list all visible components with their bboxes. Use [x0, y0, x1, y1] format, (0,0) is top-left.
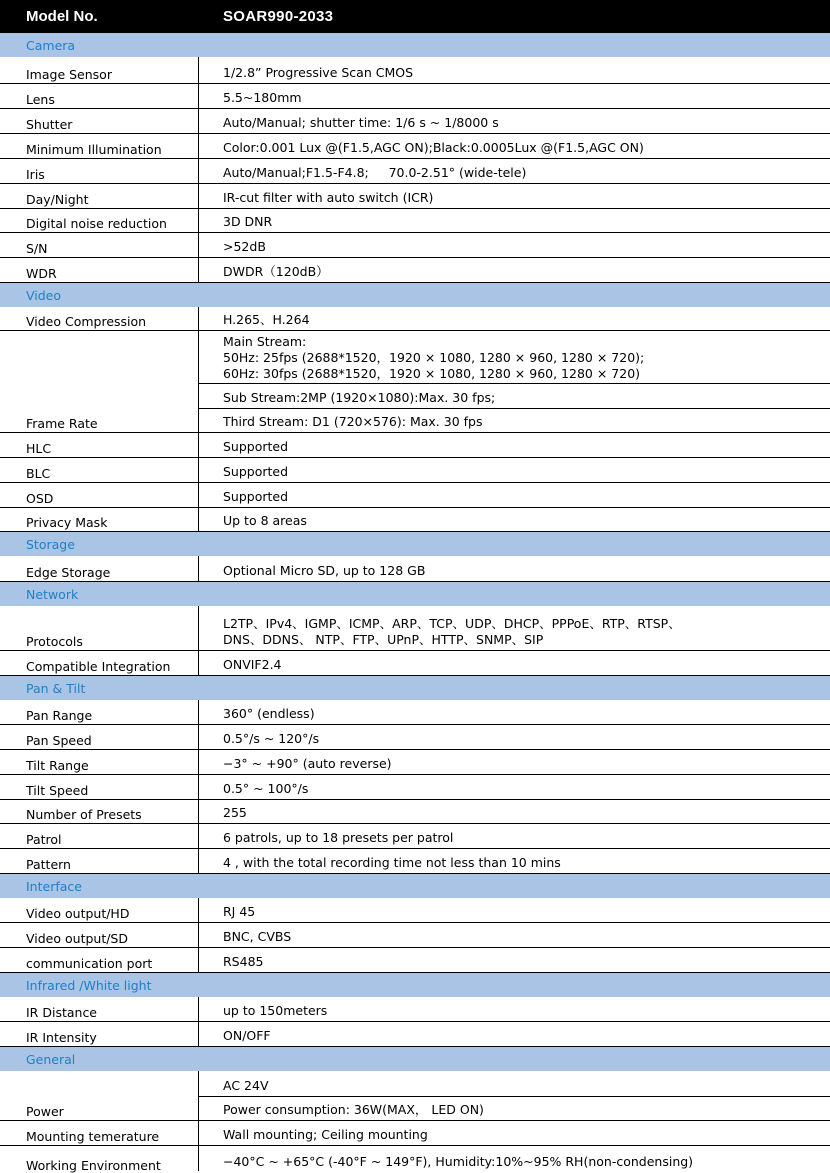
- row-label: Protocols: [26, 634, 83, 649]
- row-label: Video output/SD: [26, 931, 128, 946]
- section-pan-tilt: [0, 676, 830, 700]
- row-value: 3D DNR: [223, 214, 273, 229]
- row-label: Working Environment: [26, 1158, 161, 1173]
- main-stream-line: Main Stream:: [223, 334, 307, 349]
- row-value: Auto/Manual; shutter time: 1/6 s ~ 1/8000 s: [223, 115, 499, 130]
- row-ir-intensity: [0, 1022, 830, 1047]
- row-compatible-integration: [0, 651, 830, 676]
- row-value: up to 150meters: [223, 1003, 328, 1018]
- row-label: Mounting temerature: [26, 1129, 160, 1144]
- row-value: Supported: [223, 439, 289, 454]
- section-interface: [0, 874, 830, 898]
- row-label: OSD: [26, 491, 54, 506]
- row-value: 1/2.8” Progressive Scan CMOS: [223, 65, 414, 80]
- row-shutter: [0, 109, 830, 134]
- row-label: communication port: [26, 956, 153, 971]
- row-pan-range: [0, 700, 830, 725]
- row-video-output-hd: [0, 898, 830, 923]
- section-camera: [0, 33, 830, 57]
- protocols-block: [223, 616, 681, 648]
- row-digital-noise-reduction: [0, 209, 830, 233]
- row-value: Auto/Manual;F1.5-F4.8; 70.0-2.51° (wide-tele): [223, 165, 527, 180]
- row-label: Pattern: [26, 857, 71, 872]
- row-value: −40°C ~ +65°C (-40°F ~ 149°F), Humidity:10%~95% RH(non-condensing): [223, 1154, 694, 1169]
- row-label: Shutter: [26, 117, 73, 132]
- row-label: Day/Night: [26, 192, 89, 207]
- row-tilt-range: [0, 750, 830, 775]
- row-label: S/N: [26, 241, 48, 256]
- row-protocols: [0, 606, 830, 651]
- row-value: ONVIF2.4: [223, 657, 282, 672]
- row-pan-speed: [0, 725, 830, 750]
- section-video: [0, 283, 830, 307]
- row-power: [0, 1071, 830, 1121]
- row-value: DWDR（120dB）: [223, 264, 329, 279]
- row-hlc: [0, 433, 830, 458]
- row-value: IR-cut filter with auto switch (ICR): [223, 190, 434, 205]
- row-value: Optional Micro SD, up to 128 GB: [223, 563, 426, 578]
- row-label: Privacy Mask: [26, 515, 108, 530]
- row-label: Compatible Integration: [26, 659, 171, 674]
- row-mounting: [0, 1121, 830, 1146]
- row-value: 5.5~180mm: [223, 90, 302, 105]
- row-value: >52dB: [223, 239, 266, 254]
- row-value: −3° ~ +90° (auto reverse): [223, 756, 392, 771]
- row-value: Color:0.001 Lux @(F1.5,AGC ON);Black:0.0005Lux @(F1.5,AGC ON): [223, 140, 644, 155]
- row-communication-port: [0, 948, 830, 973]
- row-tilt-speed: [0, 775, 830, 800]
- section-title: Video: [26, 287, 62, 303]
- main-stream-block: [223, 334, 644, 382]
- section-network: [0, 582, 830, 606]
- power-supply-value: AC 24V: [223, 1078, 269, 1093]
- row-value: Supported: [223, 489, 289, 504]
- row-value: ON/OFF: [223, 1028, 271, 1043]
- row-osd: [0, 483, 830, 508]
- row-label: Patrol: [26, 832, 62, 847]
- sub-stream-value: Sub Stream:2MP (1920×1080):Max. 30 fps;: [223, 390, 496, 405]
- third-stream-value: Third Stream: D1 (720×576): Max. 30 fps: [223, 414, 483, 429]
- row-video-compression: [0, 307, 830, 331]
- section-title: Network: [26, 586, 79, 602]
- row-value: 0.5°/s ~ 120°/s: [223, 731, 320, 746]
- row-value: 4 , with the total recording time not less than 10 mins: [223, 855, 561, 870]
- row-pattern: [0, 849, 830, 874]
- row-label: Lens: [26, 92, 55, 107]
- row-value: 360° (endless): [223, 706, 315, 721]
- table-header: [0, 0, 830, 33]
- row-label: Pan Range: [26, 708, 93, 723]
- row-lens: [0, 84, 830, 109]
- model-no-label: Model No.: [26, 8, 98, 25]
- row-edge-storage: [0, 556, 830, 582]
- row-label: Minimum Illumination: [26, 142, 162, 157]
- row-video-output-sd: [0, 923, 830, 948]
- row-value: H.265、H.264: [223, 312, 310, 327]
- row-label: Pan Speed: [26, 733, 92, 748]
- protocols-line: DNS、DDNS、 NTP、FTP、UPnP、HTTP、SNMP、SIP: [223, 632, 544, 647]
- section-general: [0, 1047, 830, 1071]
- row-label: IR Intensity: [26, 1030, 97, 1045]
- section-title: General: [26, 1051, 76, 1067]
- section-title: Camera: [26, 37, 76, 53]
- section-infrared: [0, 973, 830, 997]
- row-label: Digital noise reduction: [26, 216, 167, 231]
- row-minimum-illumination: [0, 134, 830, 159]
- section-title: Pan & Tilt: [26, 680, 86, 696]
- row-value: Wall mounting; Ceiling mounting: [223, 1127, 428, 1142]
- main-stream-line: 60Hz: 30fps (2688*1520，1920 × 1080, 1280 × 960, 1280 × 720): [223, 366, 641, 381]
- model-no-value: SOAR990-2033: [223, 8, 334, 25]
- row-working-environment: [0, 1146, 830, 1171]
- row-image-sensor: [0, 57, 830, 84]
- protocols-line: L2TP、IPv4、IGMP、ICMP、ARP、TCP、UDP、DHCP、PPPoE、RTP、RTSP、: [223, 616, 681, 631]
- row-value: BNC, CVBS: [223, 929, 292, 944]
- main-stream-line: 50Hz: 25fps (2688*1520，1920 × 1080, 1280 × 960, 1280 × 720);: [223, 350, 645, 365]
- row-label: Tilt Range: [26, 758, 89, 773]
- row-value: 6 patrols, up to 18 presets per patrol: [223, 830, 454, 845]
- row-frame-rate: [0, 331, 830, 433]
- row-value: Supported: [223, 464, 289, 479]
- row-label: Video Compression: [26, 314, 147, 329]
- row-label: Video output/HD: [26, 906, 130, 921]
- section-storage: [0, 532, 830, 556]
- row-day-night: [0, 184, 830, 209]
- row-wdr: [0, 258, 830, 283]
- row-label: Power: [26, 1104, 64, 1119]
- row-iris: [0, 159, 830, 184]
- row-number-of-presets: [0, 800, 830, 824]
- row-label: Image Sensor: [26, 67, 112, 82]
- row-label: Tilt Speed: [26, 783, 89, 798]
- row-value: 0.5° ~ 100°/s: [223, 781, 309, 796]
- row-value: Up to 8 areas: [223, 513, 307, 528]
- row-value: 255: [223, 805, 247, 820]
- row-label: WDR: [26, 266, 57, 281]
- row-value: RS485: [223, 954, 264, 969]
- row-blc: [0, 458, 830, 483]
- row-label: Frame Rate: [26, 416, 98, 431]
- row-sn: [0, 233, 830, 258]
- row-label: IR Distance: [26, 1005, 98, 1020]
- row-privacy-mask: [0, 508, 830, 532]
- row-label: BLC: [26, 466, 51, 481]
- row-label: Iris: [26, 167, 45, 182]
- row-value: RJ 45: [223, 904, 256, 919]
- section-title: Storage: [26, 536, 75, 552]
- section-title: Infrared /White light: [26, 977, 152, 993]
- section-title: Interface: [26, 878, 82, 894]
- row-label: Number of Presets: [26, 807, 142, 822]
- row-patrol: [0, 824, 830, 849]
- row-ir-distance: [0, 997, 830, 1022]
- row-label: HLC: [26, 441, 52, 456]
- power-consumption-value: Power consumption: 36W(MAX， LED ON): [223, 1102, 484, 1117]
- row-label: Edge Storage: [26, 565, 111, 580]
